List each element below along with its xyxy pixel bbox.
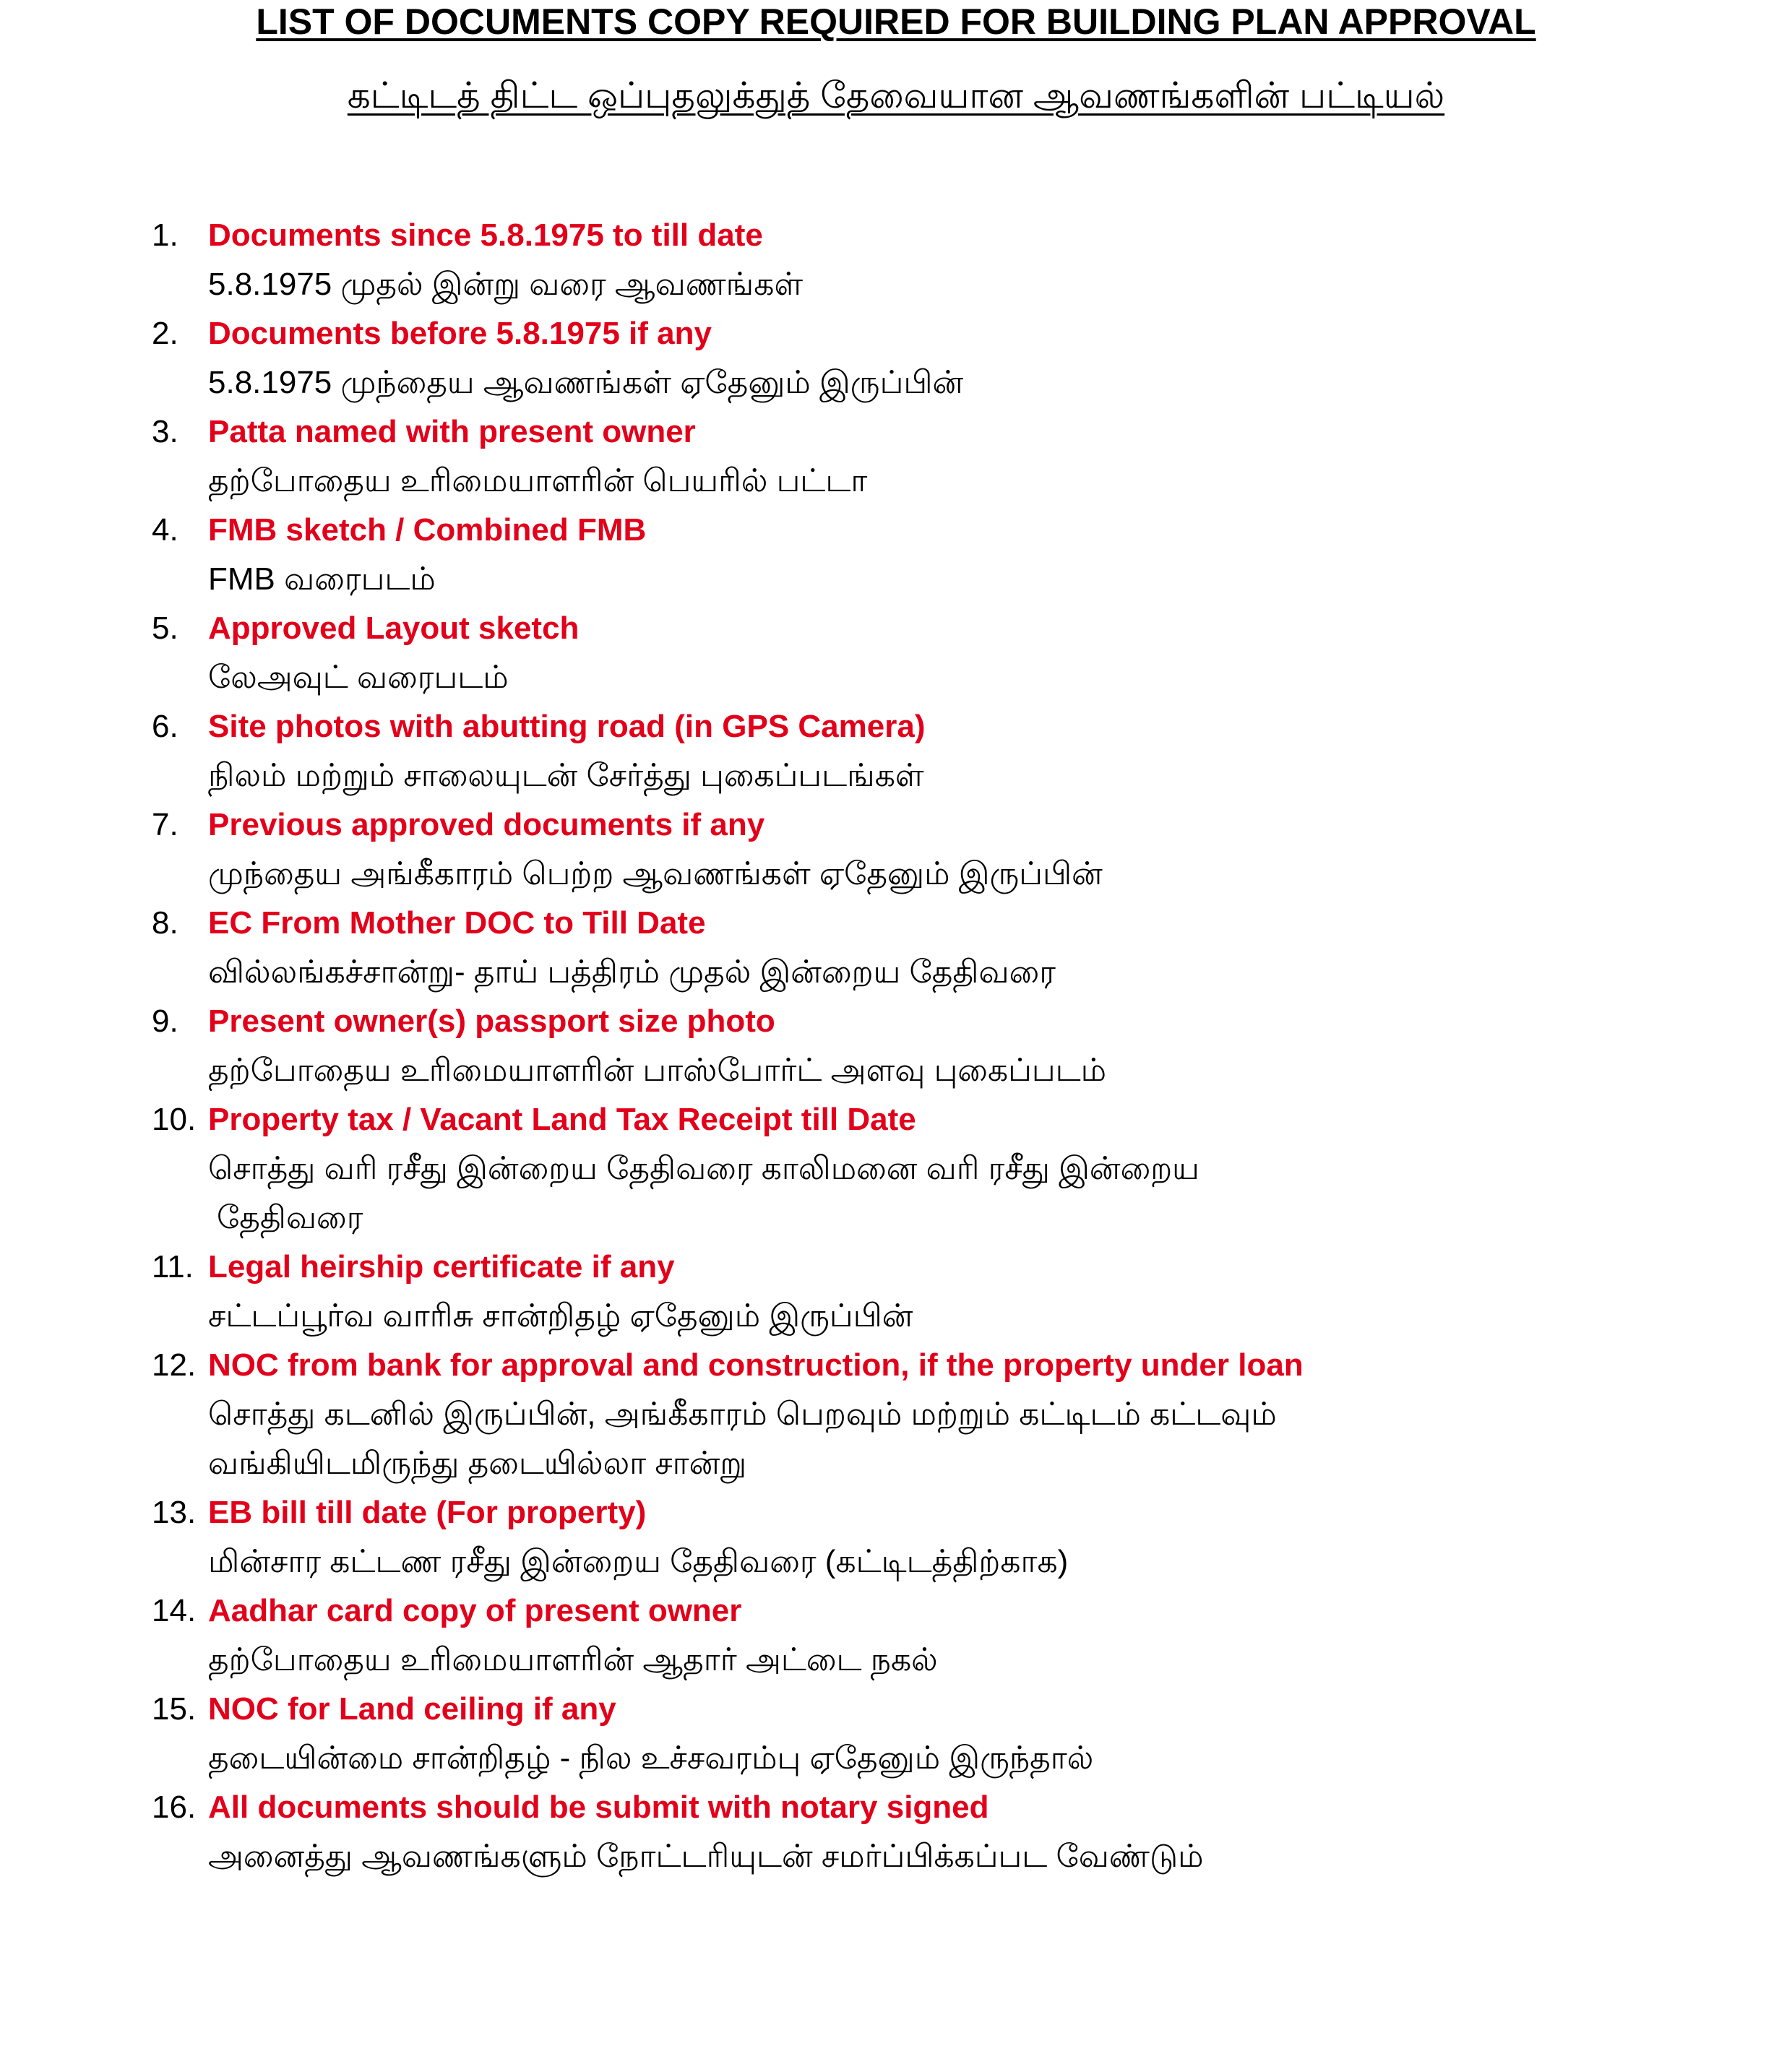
list-item	[152, 1488, 1741, 1586]
item-tamil-text	[208, 1144, 1741, 1243]
item-english-text: Legal heirship certificate if any	[208, 1249, 675, 1284]
list-item	[152, 604, 1741, 702]
item-english-text: NOC for Land ceiling if any	[208, 1691, 616, 1727]
item-number: 3.	[152, 414, 178, 449]
item-tamil-text: முந்தைய அங்கீகாரம் பெற்ற ஆவணங்கள் ஏதேனும் இருப்பின்	[208, 856, 1103, 891]
item-english-text: Patta named with present owner	[208, 414, 696, 449]
item-number: 12.	[152, 1347, 197, 1383]
item-tamil-line-1: சொத்து கடனில் இருப்பின், அங்கீகாரம் பெறவும் மற்றும் கட்டிடம் கட்டவும்	[208, 1396, 1277, 1432]
list-item	[152, 506, 1741, 604]
item-number: 13.	[152, 1495, 197, 1530]
item-tamil-text: லேஅவுட் வரைபடம்	[208, 660, 509, 695]
item-english-text: FMB sketch / Combined FMB	[208, 512, 647, 548]
item-number: 2.	[152, 316, 178, 351]
list-item	[152, 309, 1741, 407]
list-item	[152, 211, 1741, 309]
item-tamil-text: 5.8.1975 முதல் இன்று வரை ஆவணங்கள்	[208, 267, 804, 302]
list-item	[152, 899, 1741, 997]
list-item	[152, 997, 1741, 1095]
list-item	[152, 407, 1741, 506]
item-tamil-text: அனைத்து ஆவணங்களும் நோட்டரியுடன் சமர்ப்பிக்கப்பட வேண்டும்	[208, 1839, 1204, 1874]
item-tamil-text: தடையின்மை சான்றிதழ் - நில உச்சவரம்பு ஏதேனும் இருந்தால்	[208, 1740, 1094, 1776]
list-item	[152, 1586, 1741, 1685]
item-tamil-text: மின்சார கட்டண ரசீது இன்றைய தேதிவரை (கட்டிடத்திற்காக)	[208, 1544, 1069, 1579]
item-english-text: Present owner(s) passport size photo	[208, 1003, 775, 1039]
item-english-text: NOC from bank for approval and construction, if the property under loan	[208, 1347, 1304, 1383]
item-tamil-line-1: சொத்து வரி ரசீது இன்றைய தேதிவரை காலிமனை வரி ரசீது இன்றைய	[208, 1151, 1199, 1186]
item-tamil-text: வில்லங்கச்சான்று- தாய் பத்திரம் முதல் இன்றைய தேதிவரை	[208, 954, 1056, 990]
list-item	[152, 800, 1741, 899]
item-tamil-text: 5.8.1975 முந்தைய ஆவணங்கள் ஏதேனும் இருப்பின்	[208, 365, 964, 400]
item-english-text: Aadhar card copy of present owner	[208, 1593, 742, 1628]
page-subtitle-tamil: கட்டிடத் திட்ட ஒப்புதலுக்துத் தேவையான ஆவணங்களின் பட்டியல்	[347, 75, 1445, 116]
item-tamil-line-2: தேதிவரை	[217, 1200, 363, 1235]
item-english-text: EB bill till date (For property)	[208, 1495, 647, 1530]
list-item	[152, 702, 1741, 800]
item-number: 16.	[152, 1789, 197, 1825]
item-number: 11.	[152, 1249, 194, 1284]
item-english-text: Site photos with abutting road (in GPS Camera)	[208, 709, 926, 744]
list-item	[152, 1095, 1741, 1243]
item-tamil-text: தற்போதைய உரிமையாளரின் பெயரில் பட்டா	[208, 463, 868, 498]
list-item	[152, 1243, 1741, 1341]
item-number: 9.	[152, 1003, 178, 1039]
item-tamil-text: தற்போதைய உரிமையாளரின் ஆதார் அட்டை நகல்	[208, 1642, 938, 1677]
item-english-text: EC From Mother DOC to Till Date	[208, 905, 706, 941]
list-item	[152, 1783, 1741, 1881]
item-tamil-text: தற்போதைய உரிமையாளரின் பாஸ்போர்ட் அளவு புகைப்படம்	[208, 1053, 1106, 1088]
item-english-text: Documents before 5.8.1975 if any	[208, 316, 712, 351]
item-number: 7.	[152, 807, 178, 842]
item-english-text: All documents should be submit with notary signed	[208, 1789, 989, 1825]
item-number: 8.	[152, 905, 178, 941]
item-english-text: Previous approved documents if any	[208, 807, 765, 842]
item-number: 4.	[152, 512, 178, 548]
item-number: 5.	[152, 610, 178, 646]
list-item	[152, 1685, 1741, 1783]
item-tamil-text: FMB வரைபடம்	[208, 561, 436, 597]
item-english-text: Documents since 5.8.1975 to till date	[208, 217, 763, 253]
item-tamil-text	[208, 1390, 1741, 1488]
item-tamil-text: நிலம் மற்றும் சாலையுடன் சேர்த்து புகைப்படங்கள்	[208, 758, 924, 793]
item-number: 1.	[152, 217, 178, 253]
item-number: 6.	[152, 709, 178, 744]
documents-list	[152, 211, 1741, 1881]
item-tamil-line-2: வங்கியிடமிருந்து தடையில்லா சான்று	[208, 1446, 747, 1481]
page-title: LIST OF DOCUMENTS COPY REQUIRED FOR BUILDING PLAN APPROVAL	[256, 1, 1536, 42]
item-english-text: Approved Layout sketch	[208, 610, 580, 646]
item-english-text: Property tax / Vacant Land Tax Receipt till Date	[208, 1102, 916, 1137]
item-number: 14.	[152, 1593, 197, 1628]
item-number: 15.	[152, 1691, 197, 1727]
item-number: 10.	[152, 1102, 197, 1137]
list-item	[152, 1341, 1741, 1488]
item-tamil-text: சட்டப்பூர்வ வாரிசு சான்றிதழ் ஏதேனும் இருப்பின்	[208, 1298, 913, 1334]
